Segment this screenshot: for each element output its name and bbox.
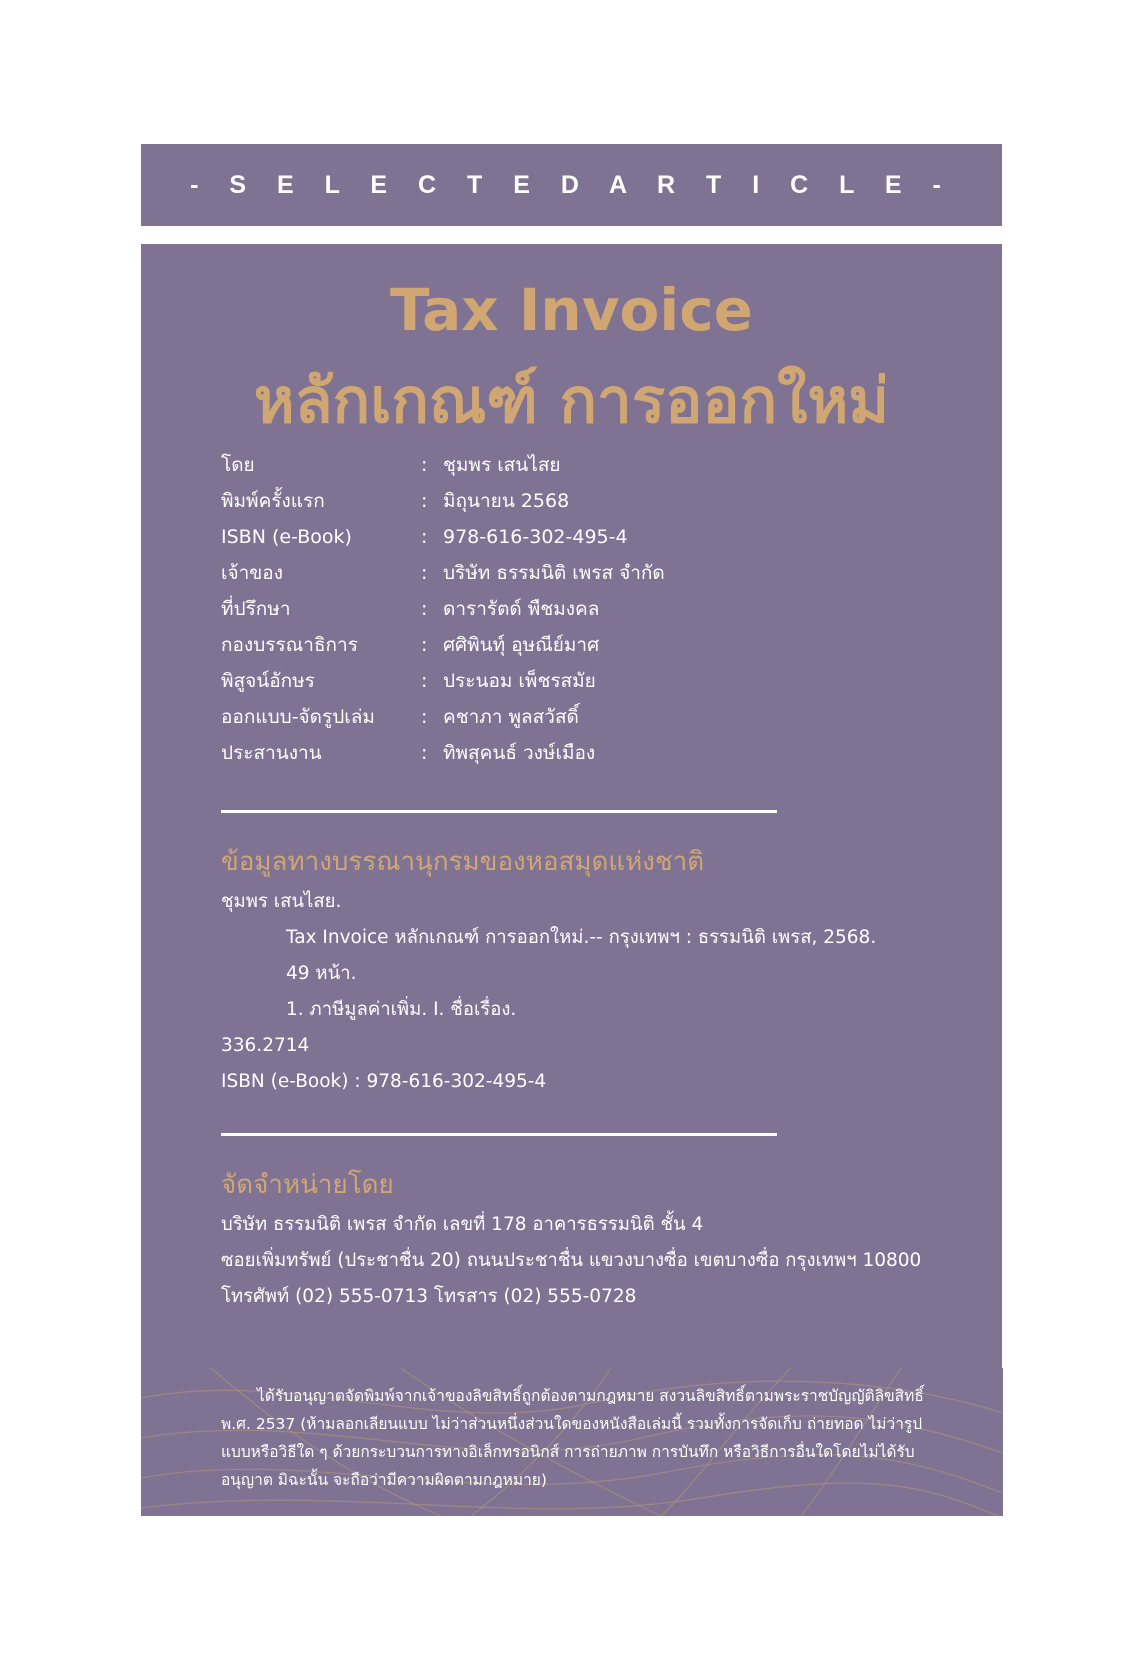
catalog-pages: 49 หน้า. — [286, 962, 357, 984]
credit-colon: : — [421, 634, 428, 656]
distribution-contact-line: โทรศัพท์ (02) 555-0713 โทรสาร (02) 555-0728 — [221, 1285, 637, 1307]
credits-list — [221, 447, 921, 771]
distribution-heading: จัดจำหน่ายโดย — [221, 1170, 394, 1200]
credit-label: พิมพ์ครั้งแรก — [221, 490, 325, 512]
copyright-notice: ได้รับอนุญาตจัดพิมพ์จากเจ้าของลิขสิทธิ์ถูกต้องตามกฎหมาย สงวนลิขสิทธิ์ตามพระราชบัญญัติลิขสิทธิ์ พ.ศ. 2537 (ห้ามลอกเลียนแบบ ไม่ว่าส่วนหนึ่งส่วนใดของหนังสือเล่มนี้ รวมทั้งการจัดเก็บ ถ่ายทอด ไม่ว่ารูปแบบหรือวิธีใด ๆ ด้วยกระบวนการทางอิเล็กทรอนิกส์ การถ่ายภาพ การบันทึก หรือวิธีการอื่นใดโดยไม่ได้รับอนุญาต มิฉะนั้น จะถือว่ามีความผิดตามกฎหมาย) — [221, 1387, 924, 1489]
credit-value: ชุมพร เสนไสย — [443, 454, 561, 476]
distribution-address-line: ซอยเพิ่มทรัพย์ (ประชาชื่น 20) ถนนประชาชื่น แขวงบางซื่อ เขตบางซื่อ กรุงเทพฯ 10800 — [221, 1249, 922, 1271]
catalog-record — [221, 883, 941, 1099]
credit-value: ประนอม เพ็ชรสมัย — [443, 670, 596, 692]
section-divider — [221, 810, 777, 813]
section-divider — [221, 1133, 777, 1136]
credit-value: มิถุนายน 2568 — [443, 490, 570, 512]
credit-colon: : — [421, 742, 428, 764]
credit-colon: : — [421, 598, 428, 620]
credit-row — [221, 447, 921, 483]
credit-row — [221, 555, 921, 591]
credit-value: ศศิพินทุ์ อุษณีย์มาศ — [443, 634, 600, 656]
distribution-info — [221, 1206, 961, 1314]
credit-colon: : — [421, 454, 428, 476]
credit-row — [221, 483, 921, 519]
catalog-heading: ข้อมูลทางบรรณานุกรมของหอสมุดแห่งชาติ — [221, 847, 705, 877]
catalog-classification: 336.2714 — [221, 1034, 310, 1056]
credit-colon: : — [421, 526, 428, 548]
banner-label: - S E L E C T E D A R T I C L E - — [190, 170, 953, 199]
credit-label: กองบรรณาธิการ — [221, 634, 358, 656]
credit-value: คชาภา พูลสวัสดิ์ — [443, 706, 579, 728]
title-english: Tax Invoice — [390, 276, 753, 344]
credit-label: ประสานงาน — [221, 742, 322, 764]
credit-label: ออกแบบ-จัดรูปเล่ม — [221, 706, 375, 728]
catalog-subject: 1. ภาษีมูลค่าเพิ่ม. I. ชื่อเรื่อง. — [286, 998, 517, 1020]
credit-value: 978-616-302-495-4 — [443, 526, 628, 548]
credit-label: โดย — [221, 454, 255, 476]
credit-label: พิสูจน์อักษร — [221, 670, 315, 692]
credit-label: เจ้าของ — [221, 562, 283, 584]
credit-label: ที่ปรึกษา — [221, 598, 291, 620]
title-thai: หลักเกณฑ์ การออกใหม่ — [253, 364, 890, 437]
selected-article-banner — [141, 144, 1002, 226]
credit-label: ISBN (e-Book) — [221, 526, 352, 548]
credit-value: ทิพสุคนธ์ วงษ์เมือง — [443, 742, 596, 764]
credit-colon: : — [421, 706, 428, 728]
credit-value: ดารารัตด์ พืชมงคล — [443, 598, 600, 620]
credit-value: บริษัท ธรรมนิติ เพรส จำกัด — [443, 562, 665, 584]
credit-colon: : — [421, 562, 428, 584]
credit-colon: : — [421, 490, 428, 512]
credit-row — [221, 627, 921, 663]
catalog-entry: Tax Invoice หลักเกณฑ์ การออกใหม่.-- กรุงเทพฯ : ธรรมนิติ เพรส, 2568. — [286, 926, 877, 948]
catalog-isbn: ISBN (e-Book) : 978-616-302-495-4 — [221, 1070, 547, 1092]
credit-row — [221, 699, 921, 735]
credit-row — [221, 591, 921, 627]
credit-row — [221, 519, 921, 555]
distribution-address-line: บริษัท ธรรมนิติ เพรส จำกัด เลขที่ 178 อาคารธรรมนิติ ชั้น 4 — [221, 1213, 704, 1235]
catalog-author: ชุมพร เสนไสย. — [221, 890, 342, 912]
credit-row — [221, 735, 921, 771]
credit-colon: : — [421, 670, 428, 692]
credit-row — [221, 663, 921, 699]
